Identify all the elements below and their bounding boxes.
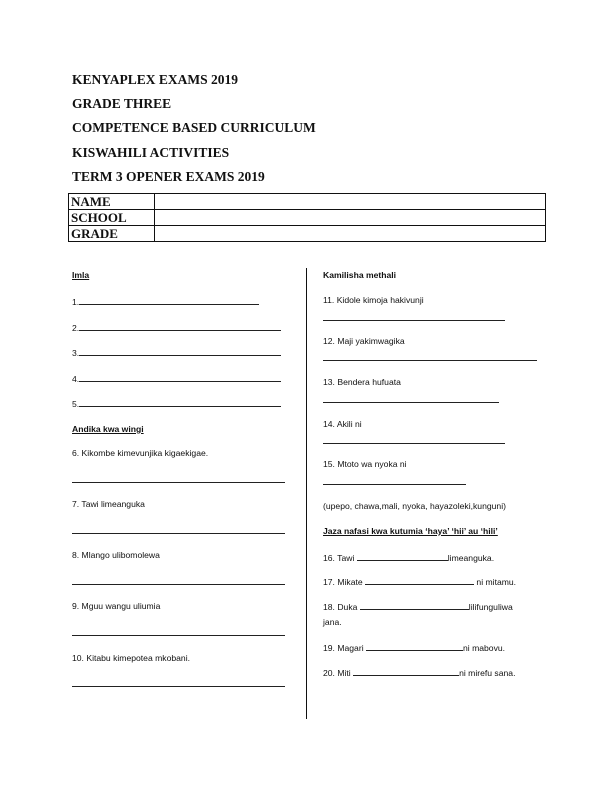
jaza-item-continuation: jana. [323, 617, 342, 627]
item-number: 4. [72, 374, 80, 384]
item-number: 2. [72, 323, 80, 333]
imla-item [72, 321, 281, 334]
curriculum-heading: COMPETENCE BASED CURRICULUM [72, 120, 316, 135]
wingi-question: 10. Kitabu kimepotea mkobani. [72, 653, 190, 663]
item-number: 1. [72, 297, 80, 307]
jaza-item [323, 551, 494, 564]
answer-line[interactable] [323, 443, 505, 444]
wingi-title: Andika kwa wingi [72, 424, 144, 434]
answer-blank[interactable] [79, 346, 281, 356]
imla-item [72, 372, 281, 385]
answer-blank[interactable] [366, 641, 463, 651]
answer-line[interactable] [72, 635, 285, 636]
item-prefix: 20. Miti [323, 668, 354, 678]
item-suffix: ni mabovu. [463, 643, 506, 653]
answer-blank[interactable] [365, 575, 474, 585]
item-suffix: lilifunguliwa [468, 602, 513, 612]
imla-title: Imla [72, 270, 90, 280]
answer-blank[interactable] [79, 295, 259, 305]
subject-heading: KISWAHILI ACTIVITIES [72, 145, 230, 160]
item-number: 3. [72, 348, 80, 358]
jaza-title: Jaza nafasi kwa kutumia ‘haya’ ‘hii’ au ‘hili’ [323, 526, 498, 536]
answer-line[interactable] [323, 320, 505, 321]
item-suffix: limeanguka. [447, 553, 495, 563]
answer-blank[interactable] [357, 551, 448, 561]
jaza-item [323, 666, 515, 679]
term-heading: TERM 3 OPENER EXAMS 2019 [72, 169, 265, 184]
item-prefix: 19. Magari [323, 643, 366, 653]
column-divider [306, 268, 307, 719]
jaza-item [323, 600, 513, 613]
name-label: NAME [69, 194, 155, 210]
item-prefix: 18. Duka [323, 602, 360, 612]
wingi-question: 6. Kikombe kimevunjika kigaekigae. [72, 448, 209, 458]
wingi-question: 7. Tawi limeanguka [72, 499, 145, 509]
wingi-question: 9. Mguu wangu uliumia [72, 601, 161, 611]
exam-header-title: KENYAPLEX EXAMS 2019 [72, 72, 239, 87]
answer-blank[interactable] [79, 321, 281, 331]
grade-heading: GRADE THREE [72, 96, 172, 111]
choices-text: (upepo, chawa,mali, nyoka, hayazoleki,kunguni) [323, 501, 506, 511]
school-field[interactable] [155, 210, 546, 226]
answer-line[interactable] [323, 402, 499, 403]
jaza-item [323, 575, 516, 588]
answer-blank[interactable] [353, 666, 459, 676]
methali-question: 12. Maji yakimwagika [323, 336, 405, 346]
wingi-question: 8. Mlango ulibomolewa [72, 550, 160, 560]
methali-question: 15. Mtoto wa nyoka ni [323, 459, 407, 469]
item-suffix: ni mitamu. [474, 577, 517, 587]
methali-question: 11. Kidole kimoja hakivunji [323, 295, 424, 305]
methali-title: Kamilisha methali [323, 270, 397, 280]
item-prefix: 16. Tawi [323, 553, 357, 563]
item-suffix: ni mirefu sana. [459, 668, 516, 678]
name-field[interactable] [155, 194, 546, 210]
imla-item [72, 295, 259, 308]
answer-blank[interactable] [360, 600, 469, 610]
item-prefix: 17. Mikate [323, 577, 366, 587]
grade-field[interactable] [155, 226, 546, 242]
jaza-item [323, 641, 505, 654]
answer-blank[interactable] [79, 372, 281, 382]
imla-item [72, 397, 281, 410]
school-label: SCHOOL [69, 210, 155, 226]
student-info-table [68, 193, 546, 242]
answer-line[interactable] [323, 360, 537, 361]
methali-question: 13. Bendera hufuata [323, 377, 401, 387]
answer-line[interactable] [72, 482, 285, 483]
imla-item [72, 346, 281, 359]
answer-line[interactable] [72, 686, 285, 687]
answer-line[interactable] [72, 533, 285, 534]
methali-question: 14. Akili ni [323, 419, 362, 429]
item-number: 5. [72, 399, 80, 409]
answer-line[interactable] [323, 484, 466, 485]
grade-label: GRADE [69, 226, 155, 242]
answer-blank[interactable] [79, 397, 281, 407]
answer-line[interactable] [72, 584, 285, 585]
